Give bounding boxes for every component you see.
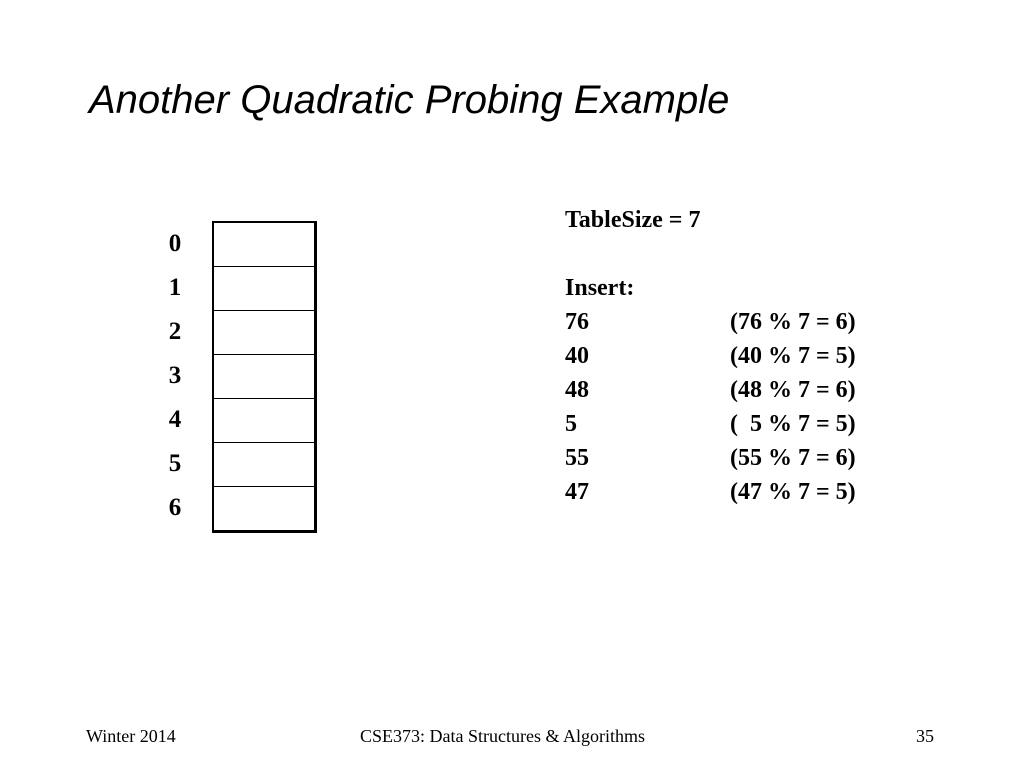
hash-table-cell xyxy=(214,311,314,355)
footer-course: CSE373: Data Structures & Algorithms xyxy=(360,726,645,746)
hash-index-label: 3 xyxy=(168,362,182,389)
insert-key: 40 xyxy=(565,343,589,369)
insert-hash: (55 % 7 = 6) xyxy=(730,445,856,471)
insert-hash: (76 % 7 = 6) xyxy=(730,309,856,335)
insert-row xyxy=(565,475,885,509)
hash-table xyxy=(212,221,317,533)
hash-index-label: 0 xyxy=(168,230,182,257)
footer-term: Winter 2014 xyxy=(86,726,176,746)
insert-hash: (40 % 7 = 5) xyxy=(730,343,856,369)
insert-key: 5 xyxy=(565,411,577,437)
hash-table-cell xyxy=(214,399,314,443)
hash-table-cell xyxy=(214,487,314,530)
hash-table-cell xyxy=(214,443,314,487)
slide-title: Another Quadratic Probing Example xyxy=(89,78,730,122)
insert-info-panel xyxy=(565,203,885,509)
hash-index-label: 5 xyxy=(168,450,182,477)
hash-index-label: 4 xyxy=(168,406,182,433)
hash-table-cell xyxy=(214,223,314,267)
table-size-text: TableSize = 7 xyxy=(565,207,701,233)
hash-table-cell xyxy=(214,267,314,311)
hash-index-label: 2 xyxy=(168,318,182,345)
insert-key: 55 xyxy=(565,445,589,471)
insert-hash: ( 5 % 7 = 5) xyxy=(730,411,856,437)
insert-heading: Insert: xyxy=(565,275,635,301)
insert-row xyxy=(565,441,885,475)
hash-table-cell xyxy=(214,355,314,399)
insert-key: 76 xyxy=(565,309,589,335)
insert-row xyxy=(565,305,885,339)
insert-row xyxy=(565,373,885,407)
insert-hash: (47 % 7 = 5) xyxy=(730,479,856,505)
hash-index-label: 6 xyxy=(168,494,182,521)
insert-row xyxy=(565,339,885,373)
footer-page-number: 35 xyxy=(916,726,934,746)
insert-row xyxy=(565,407,885,441)
insert-hash: (48 % 7 = 6) xyxy=(730,377,856,403)
hash-index-label: 1 xyxy=(168,274,182,301)
insert-key: 47 xyxy=(565,479,589,505)
blank-line xyxy=(565,237,885,271)
insert-key: 48 xyxy=(565,377,589,403)
